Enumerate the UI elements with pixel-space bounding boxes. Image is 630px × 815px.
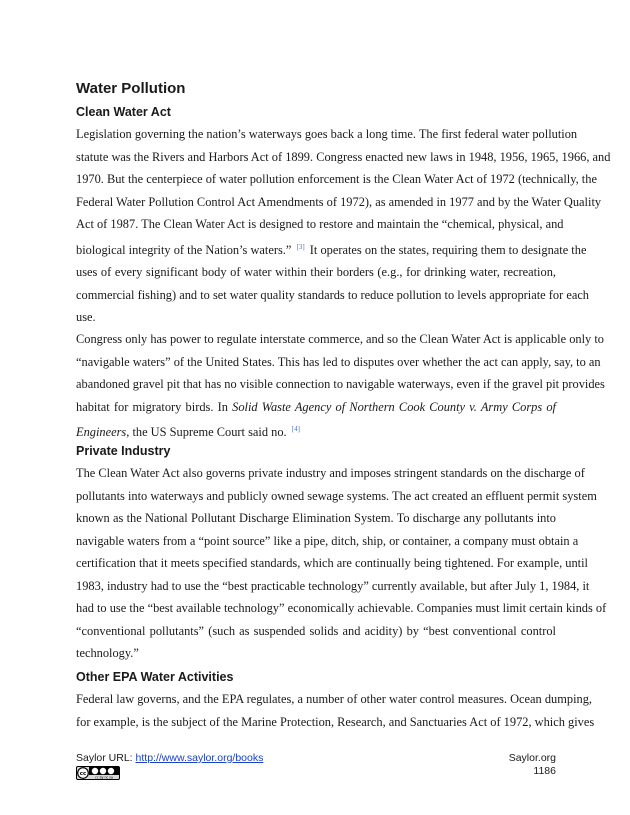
saylor-books-link[interactable]: http://www.saylor.org/books [135, 752, 264, 764]
text-segment: biological integrity of the Nation’s waters.” [76, 242, 292, 257]
footer-right [509, 752, 556, 778]
paragraph-clean-water-act [76, 123, 611, 329]
text-line: for example, is the subject of the Marine Protection, Research, and Sanctuaries Act of 1972, which gives [76, 714, 595, 729]
svg-text:cc: cc [79, 771, 87, 778]
text-line: had to use the “best available technology” economically achievable. Companies must limit certain kinds of [76, 601, 607, 615]
text-line: 1983, industry had to use the “best practicable technology” currently available, but after July 1, 1984, it [76, 578, 590, 593]
text-line: abandoned gravel pit that has no visible connection to navigable waterways, even if the gravel pit provides [76, 377, 605, 391]
text-segment: , the US Supreme Court said no. [126, 425, 287, 440]
text-line: Legislation governing the nation’s waterways goes back a long time. The first federal water pollution [76, 127, 578, 141]
text-segment: It operates on the states, requiring them to designate the [309, 242, 587, 257]
creative-commons-license-icon [76, 766, 120, 780]
footer-url [76, 752, 263, 764]
text-line [76, 418, 556, 444]
text-line: The Clean Water Act also governs private industry and imposes stringent standards on the discharge of [76, 466, 585, 480]
paragraph-private-industry [76, 462, 607, 665]
text-line: certification that it meets specified standards, which are continually being tightened. For example, until [76, 556, 588, 570]
text-line: Act of 1987. The Clean Water Act is designed to restore and maintain the “chemical, physical, and [76, 217, 564, 231]
footnote-link-3[interactable]: [3] [296, 242, 305, 251]
license-text: cc by nc sa [95, 775, 113, 780]
footnote-link-4[interactable]: [4] [291, 425, 300, 433]
text-line: Congress only has power to regulate interstate commerce, and so the Clean Water Act is applicable only to [76, 332, 604, 346]
case-name: Engineers [76, 425, 127, 440]
text-line: navigable waters from a “point source” like a pipe, ditch, ship, or container, a company must obtain a [76, 533, 579, 548]
text-line: Federal Water Pollution Control Act Amendments of 1972), as amended in 1977 and by the Water Quality [76, 194, 602, 209]
text-segment: habitat for migratory birds. In [76, 399, 228, 414]
text-line [76, 396, 556, 419]
paragraph-other-epa [76, 688, 595, 733]
text-line: “navigable waters” of the United States. This has led to disputes over whether the act can apply, say, to an [76, 354, 601, 369]
text-line: 1970. But the centerpiece of water pollution enforcement is the Clean Water Act of 1972 (technically, the [76, 172, 597, 186]
section-title-clean-water-act: Clean Water Act [76, 105, 171, 119]
case-name: Solid Waste Agency of Northern Cook County v. Army Corps of [232, 399, 556, 414]
paragraph-navigable-waters [76, 328, 605, 444]
text-line [76, 236, 587, 262]
text-line: uses of every significant body of water within their borders (e.g., for drinking water, recreation, [76, 265, 556, 280]
text-line: Federal law governs, and the EPA regulates, a number of other water control measures. Ocean dumping, [76, 692, 593, 706]
text-line: technology.” [76, 646, 139, 660]
text-line: “conventional pollutants” (such as suspended solids and acidity) by “best conventional control [76, 623, 556, 638]
section-title-other-epa: Other EPA Water Activities [76, 670, 234, 684]
text-line: commercial fishing) and to set water quality standards to reduce pollution to levels appropriate for each [76, 287, 590, 302]
section-title-private-industry: Private Industry [76, 444, 171, 458]
text-line: use. [76, 310, 96, 325]
footer-url-label: Saylor URL: [76, 752, 136, 764]
text-line: known as the National Pollutant Discharge Elimination System. To discharge any pollutants into [76, 511, 556, 525]
footer-site: Saylor.org [508, 752, 556, 764]
page-number: 1186 [533, 765, 556, 777]
text-line: statute was the Rivers and Harbors Act of 1899. Congress enacted new laws in 1948, 1956, 1965, 1966, and [76, 149, 611, 164]
page-heading: Water Pollution [76, 80, 186, 97]
text-line: pollutants into waterways and publicly owned sewage systems. The act created an effluent permit system [76, 488, 597, 503]
